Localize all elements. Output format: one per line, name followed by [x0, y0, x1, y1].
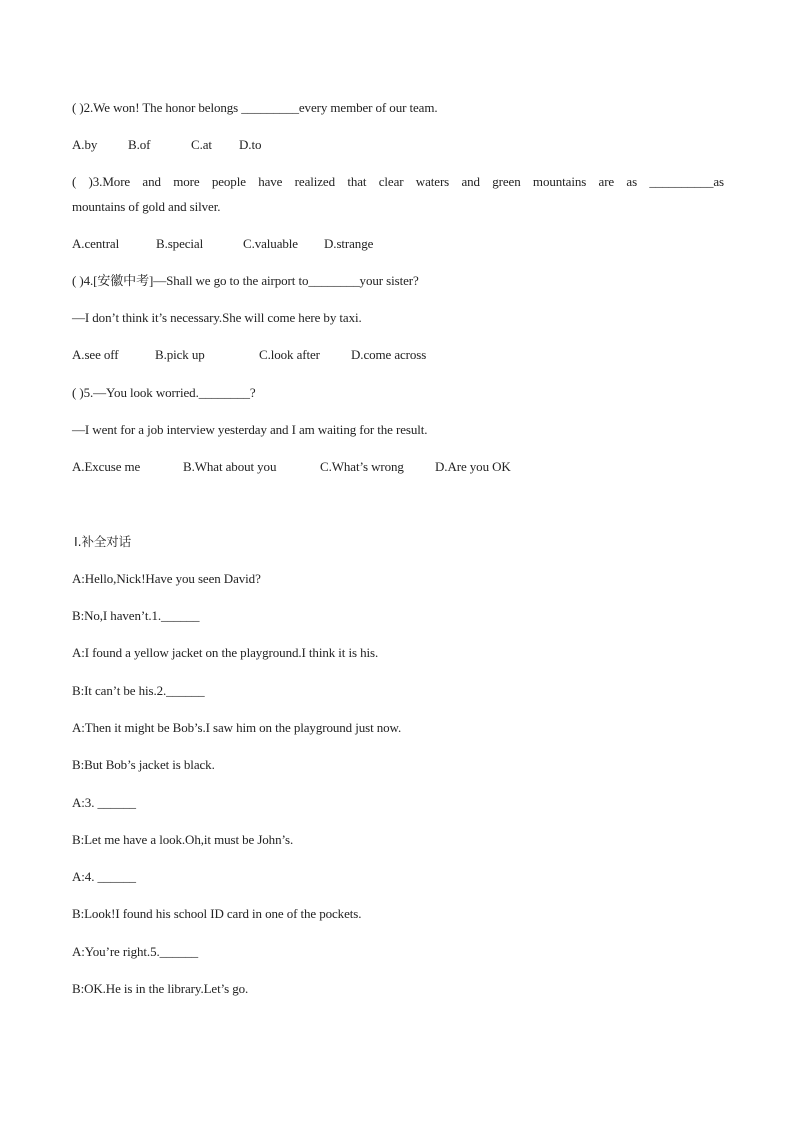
- dialogue-line: A:You’re right.5.______: [72, 944, 199, 959]
- option-c: C.look after: [259, 347, 320, 362]
- dialogue-line: B:No,I haven’t.1.______: [72, 608, 200, 623]
- section-heading: Ⅰ.补全对话: [74, 534, 132, 549]
- option-a: A.by: [72, 137, 98, 152]
- option-c: C.What’s wrong: [320, 459, 404, 474]
- option-d: D.Are you OK: [435, 459, 511, 474]
- dialogue-line: B:Let me have a look.Oh,it must be John’s.: [72, 832, 294, 847]
- option-d: D.to: [239, 137, 262, 152]
- question-2-options: [72, 136, 261, 154]
- question-3-stem-line-2: mountains of gold and silver.: [72, 199, 221, 214]
- option-d: D.strange: [324, 236, 374, 251]
- dialogue-line: A:Then it might be Bob’s.I saw him on the playground just now.: [72, 720, 402, 735]
- option-b: B.pick up: [155, 347, 205, 362]
- question-3-options: [72, 235, 373, 253]
- option-a: A.see off: [72, 347, 119, 362]
- question-2-stem: ( )2.We won! The honor belongs _________every member of our team.: [72, 100, 438, 115]
- question-4-options: [72, 346, 426, 364]
- question-5-stem: ( )5.—You look worried.________?: [72, 385, 256, 400]
- dialogue-line: A:3. ______: [72, 795, 136, 810]
- option-c: C.at: [191, 137, 212, 152]
- question-3-stem-line-1: ( )3.More and more people have realized that clear waters and green mountains are as __________as: [72, 174, 724, 189]
- question-5-reply: —I went for a job interview yesterday and I am waiting for the result.: [72, 422, 428, 437]
- dialogue-line: B:But Bob’s jacket is black.: [72, 757, 215, 772]
- dialogue-line: B:Look!I found his school ID card in one of the pockets.: [72, 906, 362, 921]
- dialogue-line: B:OK.He is in the library.Let’s go.: [72, 981, 249, 996]
- option-a: A.central: [72, 236, 120, 251]
- option-c: C.valuable: [243, 236, 298, 251]
- dialogue-line: A:4. ______: [72, 869, 136, 884]
- question-5-options: [72, 458, 511, 476]
- dialogue-line: B:It can’t be his.2.______: [72, 683, 205, 698]
- dialogue-line: A:I found a yellow jacket on the playground.I think it is his.: [72, 645, 379, 660]
- option-b: B.of: [128, 137, 151, 152]
- dialogue-line: A:Hello,Nick!Have you seen David?: [72, 571, 261, 586]
- question-4-reply: —I don’t think it’s necessary.She will come here by taxi.: [72, 310, 362, 325]
- option-b: B.What about you: [183, 459, 277, 474]
- option-d: D.come across: [351, 347, 427, 362]
- question-4-stem: ( )4.[安徽中考]—Shall we go to the airport to________your sister?: [72, 273, 419, 288]
- option-b: B.special: [156, 236, 204, 251]
- option-a: A.Excuse me: [72, 459, 141, 474]
